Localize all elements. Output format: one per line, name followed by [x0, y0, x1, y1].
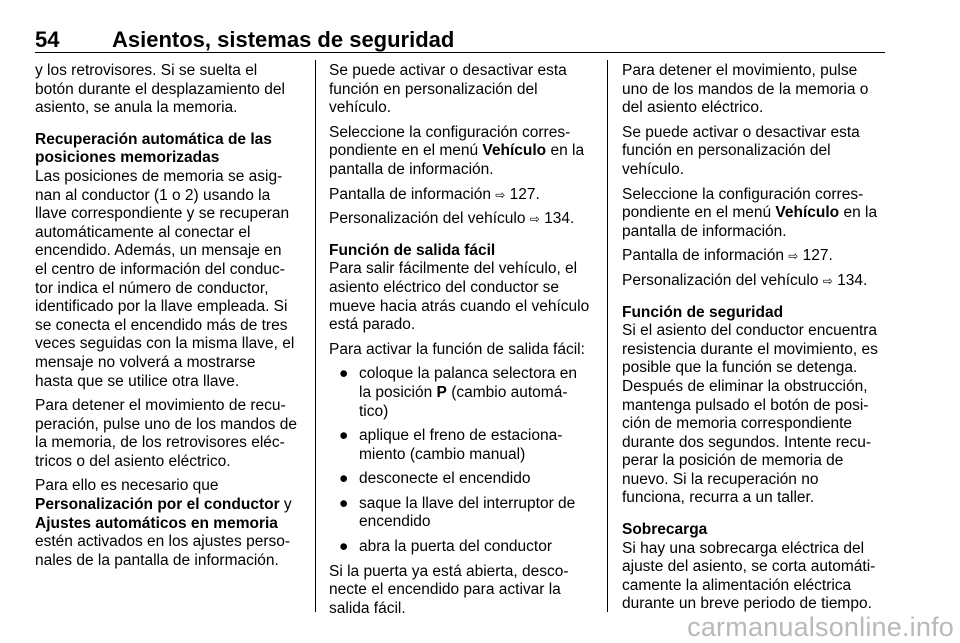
paragraph	[35, 477, 301, 570]
text-line: Para detener el movimiento de recu-	[35, 397, 286, 415]
paragraph	[35, 62, 301, 118]
text-line: uno de los mandos de la memoria o	[622, 80, 869, 98]
text-fragment: en la	[839, 204, 878, 222]
text-line: Después de eliminar la obstrucción,	[622, 377, 868, 395]
arrow-icon: ⇨	[495, 187, 506, 202]
text-line: está parado.	[329, 316, 416, 334]
paragraph	[329, 62, 593, 118]
section-heading: Función de salida fácil	[329, 241, 496, 259]
text-line: Si el asiento del conductor encuentra	[622, 322, 878, 340]
text-line: perar la posición de memoria de	[622, 452, 844, 470]
text-line: Si hay una sobrecarga eléctrica del	[622, 539, 865, 557]
list-item	[329, 470, 593, 489]
bullet-icon: ●	[339, 470, 349, 488]
setting-name: Ajustes automáticos en memoria	[35, 514, 278, 532]
text-line: miento (cambio manual)	[359, 445, 526, 463]
text-line	[329, 470, 593, 489]
heading-line: posiciones memorizadas	[35, 149, 220, 167]
column-2	[329, 62, 593, 618]
menu-name: Vehículo	[482, 142, 547, 160]
text-line: veces seguidas con la misma llave, el	[35, 335, 295, 353]
text-line	[329, 495, 593, 514]
text-line: vehículo.	[622, 160, 685, 178]
setting-name: Personalización por el conductor	[35, 496, 280, 514]
text-line: mantenga pulsado el botón de posi-	[622, 396, 869, 414]
text-line: la memoria, de los retrovisores eléc-	[35, 434, 285, 452]
text-line: tico)	[359, 402, 389, 420]
arrow-icon: ⇨	[822, 273, 833, 288]
paragraph	[622, 124, 886, 180]
text-line: vehículo.	[329, 99, 392, 117]
page-number: 54	[35, 27, 60, 52]
text-line: necte el encendido para activar la	[329, 581, 561, 599]
reference-text: Pantalla de información	[329, 185, 496, 203]
watermark: carmanualsonline.info	[687, 612, 954, 642]
text-fragment: abra la puerta del conductor	[359, 538, 553, 556]
text-line: automáticamente al conectar el	[35, 223, 251, 241]
page-reference[interactable]	[329, 186, 593, 205]
text-line	[329, 427, 593, 446]
bullet-list	[329, 365, 593, 556]
text-line: pantalla de información.	[622, 222, 787, 240]
text-line: Se puede activar o desactivar esta	[622, 123, 860, 141]
text-line: asiento eléctrico del conductor se	[329, 278, 560, 296]
text-line: función en personalización del	[622, 142, 831, 160]
text-fragment: aplique el freno de estaciona-	[359, 427, 563, 445]
text-line: encendido. Además, un mensaje en	[35, 242, 282, 260]
paragraph	[329, 124, 593, 180]
text-fragment: y	[279, 496, 292, 514]
reference-page: 127.	[798, 247, 833, 265]
text-line: identificado por la llave empleada. Si	[35, 298, 288, 316]
text-line: tor indica el número de conductor,	[35, 279, 269, 297]
bullet-icon: ●	[339, 538, 349, 556]
text-fragment: pondiente en el menú	[329, 142, 483, 160]
header-rule	[35, 52, 885, 53]
text-line: posible que la función se detenga.	[622, 359, 858, 377]
paragraph	[35, 168, 301, 391]
reference-text: Personalización del vehículo	[622, 271, 823, 289]
paragraph	[622, 62, 886, 118]
column-divider-2	[607, 60, 608, 612]
column-3	[622, 62, 886, 614]
text-line: se conecta el encendido más de tres	[35, 316, 288, 334]
text-line	[35, 496, 301, 515]
paragraph	[622, 322, 886, 508]
text-line: ción de memoria correspondiente	[622, 415, 853, 433]
text-line: Para detener el movimiento, pulse	[622, 62, 858, 79]
text-line: Para activar la función de salida fácil:	[329, 340, 585, 358]
page-reference[interactable]	[329, 210, 593, 229]
text-line: resistencia durante el movimiento, es	[622, 340, 878, 358]
text-line: peración, pulse uno de los mandos de	[35, 415, 297, 433]
section-heading: Función de seguridad	[622, 303, 784, 321]
bullet-icon: ●	[339, 365, 349, 383]
list-item	[329, 365, 593, 421]
text-line: camente la alimentación eléctrica	[622, 576, 852, 594]
paragraph	[329, 260, 593, 334]
text-line: Se puede activar o desactivar esta	[329, 62, 567, 79]
column-divider-1	[315, 60, 316, 612]
page-reference[interactable]	[622, 272, 886, 291]
reference-page: 134.	[832, 271, 868, 289]
arrow-icon: ⇨	[788, 249, 799, 264]
text-line: mensaje no volverá a mostrarse	[35, 353, 256, 371]
bullet-icon: ●	[339, 427, 349, 445]
text-line: Seleccione la configuración corres-	[622, 185, 864, 203]
text-line	[329, 142, 593, 161]
text-line: durante un breve periodo de tiempo.	[622, 595, 872, 613]
paragraph	[622, 540, 886, 614]
column-1	[35, 62, 301, 570]
text-line: estén activados en los ajustes perso-	[35, 533, 291, 551]
text-line	[329, 538, 593, 557]
menu-name: Vehículo	[775, 204, 840, 222]
text-line: y los retrovisores. Si se suelta el	[35, 62, 258, 79]
text-line: Para ello es necesario que	[35, 477, 219, 495]
list-item	[329, 538, 593, 557]
text-line: salida fácil.	[329, 599, 406, 617]
text-line: durante dos segundos. Intente recu-	[622, 433, 872, 451]
text-line: nan al conductor (1 o 2) usando la	[35, 186, 271, 204]
arrow-icon: ⇨	[529, 212, 540, 227]
text-line: llave correspondiente y se recuperan	[35, 205, 290, 223]
text-fragment: (cambio automá-	[446, 383, 568, 401]
text-line: Las posiciones de memoria se asig-	[35, 167, 283, 185]
gear-position: P	[436, 383, 447, 401]
text-line: hasta que se utilice otra llave.	[35, 372, 240, 390]
reference-text: Personalización del vehículo	[329, 210, 530, 228]
text-fragment: saque la llave del interruptor de	[359, 494, 576, 512]
paragraph	[35, 397, 301, 471]
text-line: función en personalización del	[329, 80, 538, 98]
heading-line: Recuperación automática de las	[35, 130, 272, 148]
bullet-icon: ●	[339, 494, 349, 512]
text-line	[329, 384, 593, 403]
page-reference[interactable]	[622, 247, 886, 266]
text-line: tricos o del asiento eléctrico.	[35, 452, 231, 470]
text-line: ajuste del asiento, se corta automáti-	[622, 558, 876, 576]
text-line: el centro de información del conduc-	[35, 260, 285, 278]
text-line: botón durante el desplazamiento del	[35, 80, 285, 98]
text-fragment: desconecte el encendido	[359, 470, 531, 488]
section-heading	[35, 131, 301, 168]
reference-page: 134.	[539, 210, 575, 228]
text-line: Para salir fácilmente del vehículo, el	[329, 260, 578, 278]
page-title: Asientos, sistemas de seguridad	[112, 27, 455, 52]
text-line: asiento, se anula la memoria.	[35, 99, 238, 117]
section-heading: Sobrecarga	[622, 521, 708, 539]
text-line: pantalla de información.	[329, 160, 494, 178]
reference-text: Pantalla de información	[622, 247, 789, 265]
text-line: nales de la pantalla de información.	[35, 551, 279, 569]
text-line: funciona, recurra a un taller.	[622, 489, 815, 507]
paragraph	[622, 186, 886, 242]
page-header	[35, 27, 885, 53]
list-item	[329, 495, 593, 532]
text-fragment: coloque la palanca selectora en	[359, 365, 578, 383]
text-line	[622, 204, 886, 223]
text-line	[329, 365, 593, 384]
text-fragment: en la	[546, 142, 585, 160]
text-fragment: pondiente en el menú	[622, 204, 776, 222]
list-item	[329, 427, 593, 464]
text-fragment: la posición	[359, 383, 437, 401]
paragraph	[329, 563, 593, 619]
text-line: mueve hacia atrás cuando el vehículo	[329, 297, 590, 315]
text-line: encendido	[359, 513, 431, 531]
text-line: Si la puerta ya está abierta, desco-	[329, 562, 569, 580]
text-line: del asiento eléctrico.	[622, 99, 764, 117]
text-line: nuevo. Si la recuperación no	[622, 470, 819, 488]
reference-page: 127.	[505, 185, 540, 203]
text-line: Seleccione la configuración corres-	[329, 123, 571, 141]
